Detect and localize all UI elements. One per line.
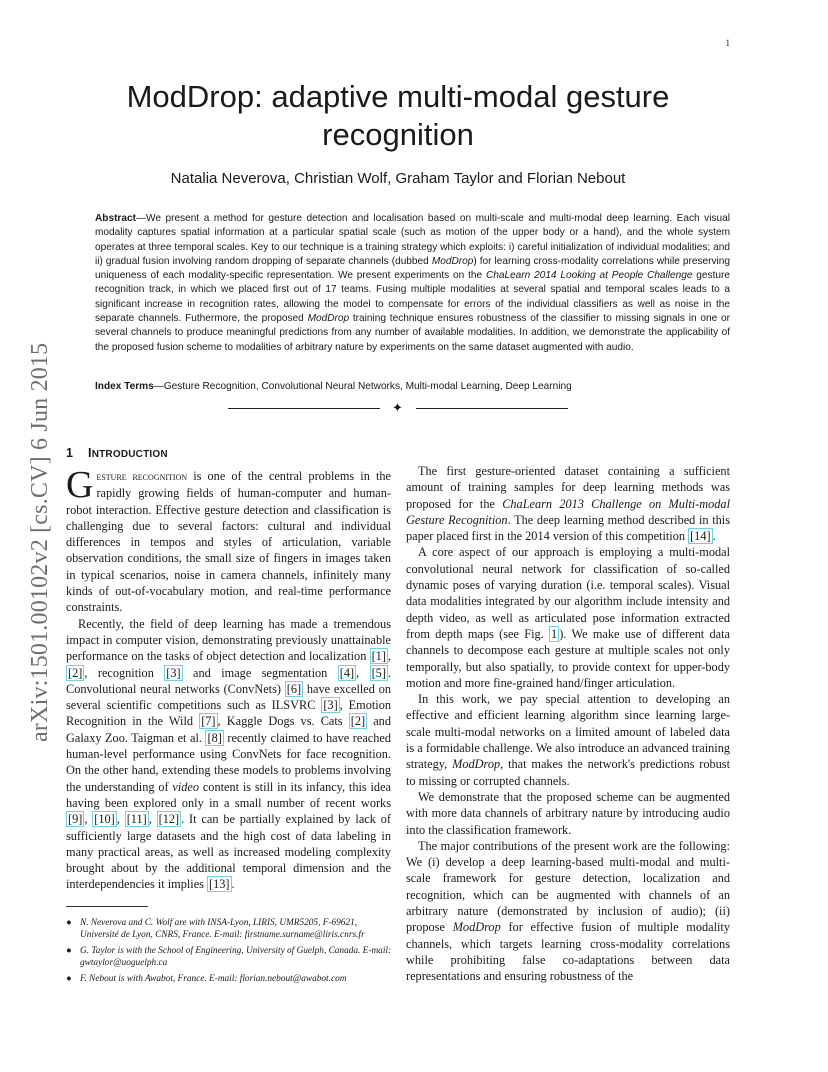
left-column [66,446,391,893]
abstract-term: ChaLearn 2014 Looking at People Challenge [485,270,693,282]
paragraph: A core aspect of our approach is employing a multi-modal convolutional neural network for classification of so-called dynamic poses of varying duration (i.e. temporal scales). Visual data modalities integrated by our algorithm include intensity and depth video, as well as articulated pose information extracted from depth maps (see Fig. 1 ). We make use of different data channels to decompose each gesture at multiple scales not only temporally, but also spatially, to provide context for upper-body motion and more fine-grained hand/finger articulation. [406,545,730,690]
bullet-icon: ● [66,945,72,956]
citation-link[interactable]: [13] [209,877,230,892]
author-list: Natalia Neverova, Christian Wolf, Graham Taylor and Florian Nebout [170,170,626,187]
footnote-item: ● N. Neverova and C. Wolf are with INSA-Lyon, LIRIS, UMR5205, F-69621, Université de Lyon, CNRS, France. E-mail: firstname.surname@liris.cnrs.fr [66,918,365,941]
paragraph: Recently, the field of deep learning has made a tremendous impact in computer vision, demonstrating previously unattainable performance on the tasks of object detection and localization [1] , [2] , recognition [3] and image segmentation [4] , [5] . Convolutional neural networks (ConvNets) [6] have excelled on several scientific competitions such as ILSVRC [3] , Emotion Recognition in the Wild [7] , Kaggle Dogs vs. Cats [2] and Galaxy Zoo. Taigman et al. [8] recently claimed to have reached human-level performance using ConvNets for face recognition. On the other hand, extending these models to problems involving the understanding of video content is still in its infancy, this idea having been explored only in a small number of recent works [9] , [10] , [11] , [12] . It can be partially explained by lack of sufficiently large datasets and the high cost of data labeling in many practical areas, as well as increased modeling complexity brought about by the additional temporal dimension and the interdependencies it implies [13] . [66,616,391,892]
paragraph: The first gesture-oriented dataset containing a sufficient amount of training samples for deep learning methods was proposed for the ChaLearn 2013 Challenge on Multi-modal Gesture Recognition. The deep learning method described in this paper placed first in the 2014 version of this competition [14] . [406,464,730,544]
citation-link[interactable]: [5] [371,665,386,680]
citation-link[interactable]: [8] [207,730,222,745]
arxiv-stamp: arXiv:1501.00102v2 [cs.CV] 6 Jun 2015 [27,342,53,742]
section-title: I [88,446,92,460]
section-heading [66,446,391,460]
section-divider [228,402,568,414]
paragraph: The major contributions of the present work are the following: We (i) develop a deep learning-based multi-modal and multi-scale framework for gesture detection, localization and recognition, which can be augmented with channels of an arbitrary nature (demonstrated by inclusion of audio); (ii) propose ModDrop for effective fusion of multiple modality channels, which targets learning cross-modality correlations while prohibiting false co-adaptations between data representations and ensuring robustness of the [406,838,730,984]
divider-line [228,408,380,409]
citation-link[interactable]: [11] [126,812,147,827]
page-number: 1 [725,38,730,48]
section-title: NTRODUCTION [91,449,168,460]
bullet-icon: ● [66,918,72,928]
index-terms [95,380,730,394]
figure-link[interactable]: 1 [551,626,558,641]
divider-line [416,408,568,409]
citation-link[interactable]: [6] [286,681,302,696]
index-terms-label: Index Terms [95,381,154,392]
drop-cap: G [66,464,94,506]
small-caps-text: esture recognition [96,471,188,483]
abstract-term: ModDrop [431,255,474,267]
abstract-text: —We present a method for gesture detection and localisation based on multi-scale and multi-modal deep learning. Each visual modality captures spatial information at a particular spatial scale (such as motion of the upper body or a hand), and the whole system operates at three temporal scales. Key to our technique is a training strategy which exploits: i) careful initialization of individual modalities; and ii) gradual fusion involving random dropping of separate channels (dubbed [95,213,730,267]
footnotes [66,917,392,988]
abstract-text: training technique ensures robustness of the classifier to missing signals in one or several channels to produce meaningful predictions from any number of available modalities. In addition, we demonstrate the applicability of the proposed fusion scheme to modalities of arbitrary nature by experiments on the same dataset augmented with audio. [95,313,730,353]
paragraph: We demonstrate that the proposed scheme can be augmented with more data channels of arbitrary nature by introducing audio into the classification framework. [406,789,730,837]
paragraph [66,464,391,616]
bullet-icon: ● [66,973,72,984]
abstract-term: ModDrop [307,313,350,325]
index-terms-text: —Gesture Recognition, Convolutional Neural Networks, Multi-modal Learning, Deep Learning [153,381,572,392]
abstract-text: gesture recognition track, in which we placed first out of 17 teams. Fusing multiple modalities at several spatial and temporal scales leads to a significant increase in recognition rates, allowing the model to compensate for errors of the individual classifiers as well as noise in the separate channels. Futhermore, the proposed [95,270,730,325]
citation-link[interactable]: [2] [68,665,83,680]
footnote-rule [66,906,148,907]
divider-diamond-icon: ✦ [392,401,403,416]
citation-link[interactable]: [3] [166,665,181,680]
abstract [95,212,730,355]
citation-link[interactable]: [10] [94,812,115,827]
abstract-label: Abstract [95,213,136,224]
citation-link[interactable]: [2] [350,714,366,729]
footnote-item: ● G. Taylor is with the School of Engineering, University of Guelph, Canada. E-mail: gwtaylor@uoguelph.ca [66,945,392,969]
citation-link[interactable]: [3] [323,698,338,713]
citation-link[interactable]: [12] [158,812,180,827]
citation-link[interactable]: [4] [339,665,355,680]
citation-link[interactable]: [9] [68,812,83,827]
paper-title: ModDrop: adaptive multi-modal gesture recognition [126,79,670,152]
citation-link[interactable]: [1] [371,649,386,664]
right-column [406,463,730,985]
abstract-text: ) for learning cross-modality correlations while preserving uniqueness of each modality-specific representation. We present experiments on the [95,255,730,282]
citation-link[interactable]: [14] [690,529,711,544]
citation-link[interactable]: [7] [201,714,216,729]
paragraph: In this work, we pay special attention to developing an effective and efficient learning algorithm since learning large-scale multi-modal networks on a limited amount of labeled data is a formidable challenge. We also introduce an advanced training strategy, ModDrop, that makes the network's predictions robust to missing or corrupted channels. [406,692,730,788]
footnote-item: ● F. Nebout is with Awabot, France. E-mail: florian.nebout@awabot.com [66,973,347,984]
paragraph-text: is one of the central problems in the rapidly growing fields of human-computer and human-robot interaction. Effective gesture detection and classification is challenging due to several factors: cultural and individual differences in tempos and styles of articulation, variable observation conditions, the small size of fingers in images taken in typical scenarios, noise in camera channels, infinitely many kinds of out-of-vocabulary motion, and real-time performance constraints. [66,469,391,615]
section-number: 1 [66,446,74,460]
